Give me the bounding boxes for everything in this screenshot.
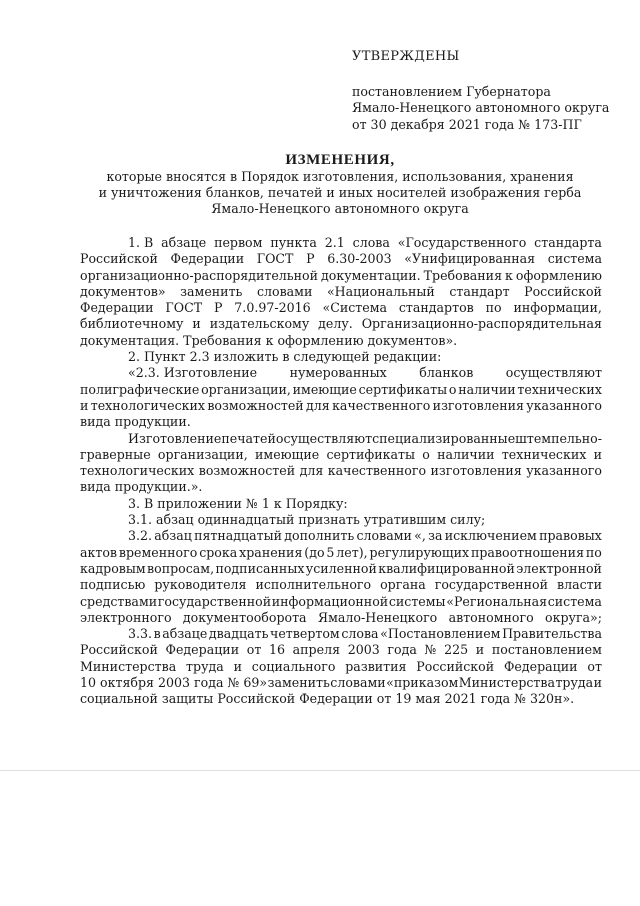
word: Изготовление	[128, 430, 222, 446]
justified-line	[80, 268, 602, 284]
justified-line	[80, 447, 602, 463]
word: власти	[556, 577, 602, 593]
word: постановлением	[491, 642, 602, 658]
word: наличии	[437, 446, 495, 462]
word: электронного	[80, 609, 172, 625]
word: Федерации	[165, 642, 240, 658]
word: пункта	[270, 235, 317, 250]
word: и	[593, 675, 602, 691]
word: словами	[356, 528, 412, 544]
word: «Система	[322, 300, 388, 316]
word: информационной	[271, 593, 389, 609]
justified-line	[80, 545, 602, 561]
justified-line	[80, 300, 602, 316]
word: о	[422, 446, 430, 462]
paragraph-last-line: вида продукции.».	[80, 479, 203, 495]
word: первом	[214, 235, 263, 250]
word: стандартов	[398, 300, 474, 316]
word: документооборота	[182, 609, 307, 625]
word: государственной	[434, 577, 549, 593]
word: социального	[251, 658, 336, 674]
justified-line	[80, 642, 602, 658]
paragraph-last-line: документация. Требования к оформлению документов».	[80, 332, 458, 348]
word: технических	[517, 381, 602, 397]
word: исполнительного	[255, 577, 372, 593]
word: дополнить	[284, 528, 355, 544]
word: нумерованных	[289, 365, 387, 381]
word: 2.1	[324, 235, 345, 250]
word: автономного	[448, 609, 534, 625]
word: качественного	[332, 397, 431, 413]
word: заменить	[267, 675, 330, 691]
paragraph-last-line: социальной защиты Российской Федерации от 19 мая 2021 года № 320н».	[80, 691, 575, 707]
word: организации,	[201, 381, 291, 397]
justified-line	[80, 316, 602, 332]
word: и	[233, 658, 242, 674]
word: ГОСТ	[256, 251, 294, 267]
word: технических	[501, 446, 587, 462]
word: исключением	[444, 528, 537, 544]
justified-line	[80, 463, 602, 479]
approval-line: постановлением Губернатора	[352, 84, 551, 99]
word: развития	[345, 658, 407, 674]
word: слова	[341, 626, 379, 642]
word: о	[448, 381, 457, 397]
subtitle-line: и уничтожения бланков, печатей и иных носителей изображения герба	[98, 185, 582, 200]
word: Р	[306, 251, 315, 267]
word: правоотношения	[470, 544, 585, 560]
word: слова	[352, 235, 390, 250]
word: «приказом	[386, 675, 459, 691]
word: системы	[388, 593, 446, 609]
word: 1. В	[128, 235, 154, 250]
word: система	[547, 251, 602, 267]
word: абзаце	[161, 235, 207, 250]
word: Министерства	[458, 675, 555, 691]
word: для	[299, 463, 324, 479]
word: сертификаты	[326, 446, 415, 462]
justified-line	[80, 284, 602, 300]
word: по	[485, 300, 502, 316]
word: штемпельно-	[515, 430, 603, 446]
word: технологических	[90, 397, 206, 413]
word: «Региональная	[446, 593, 548, 609]
word: организации,	[157, 446, 248, 462]
word: «Постановлением	[380, 626, 501, 642]
word: правовых	[539, 528, 602, 544]
word: Р	[213, 300, 223, 316]
word: регулирующих	[369, 544, 470, 560]
word: 7.0.97-2016	[234, 300, 311, 316]
word: осуществляют	[275, 430, 373, 446]
word: Федерации	[503, 658, 578, 674]
word: изготовления	[432, 397, 524, 413]
page-bottom-margin	[0, 770, 640, 906]
word: специализированные	[372, 430, 516, 446]
justified-line	[80, 561, 602, 577]
word: заменить	[180, 283, 243, 299]
word: возможностей	[207, 397, 304, 413]
word: актов	[80, 544, 118, 560]
justified-line	[80, 610, 602, 626]
justified-line	[80, 577, 602, 593]
word: органа	[380, 577, 426, 593]
justified-line	[80, 528, 602, 544]
word: и	[192, 316, 201, 332]
word: усиленной	[305, 560, 377, 576]
word: возможностей	[198, 463, 296, 479]
word: Российской	[80, 642, 158, 658]
word: подписью	[80, 577, 146, 593]
justified-line	[80, 594, 602, 610]
word: Российской	[80, 251, 158, 267]
word: изготовления	[430, 463, 522, 479]
word: руководителя	[154, 577, 247, 593]
word: Федерации	[170, 251, 245, 267]
document-body	[80, 235, 602, 708]
word: вопросам,	[147, 560, 215, 576]
justified-line	[80, 431, 602, 447]
word: «Государственного	[397, 235, 527, 250]
word: документации.	[321, 267, 421, 283]
word: хранения	[239, 544, 303, 560]
word: система	[547, 593, 602, 609]
word: «,	[414, 528, 426, 544]
document-title: ИЗМЕНЕНИЯ,	[285, 152, 395, 168]
word: бланков	[419, 365, 474, 381]
word: организационно-распорядительной	[80, 267, 319, 283]
word: печатей	[221, 430, 276, 446]
word: абзац	[154, 528, 192, 544]
justified-line	[80, 659, 602, 675]
document-subtitle	[80, 169, 600, 217]
word: срока	[199, 544, 238, 560]
word: электронной	[516, 560, 602, 576]
word: указанного	[526, 463, 602, 479]
word: 16	[268, 642, 285, 658]
justified-line	[80, 382, 602, 398]
word: абзаце	[162, 626, 208, 642]
justified-line	[80, 365, 602, 381]
word: и	[593, 446, 602, 462]
word: Требования	[423, 267, 503, 283]
word: издательскому	[209, 316, 310, 332]
word: от	[246, 642, 262, 658]
word: стандарт	[449, 283, 510, 299]
justified-line	[80, 235, 602, 251]
word: информации,	[513, 300, 602, 316]
word: «2.3. Изготовление	[128, 365, 258, 381]
word: лет),	[336, 544, 368, 560]
justified-line	[80, 675, 602, 691]
word: государственной	[157, 593, 272, 609]
word: словами	[330, 675, 386, 691]
justified-line	[80, 398, 602, 414]
word: оформлению	[515, 267, 602, 283]
word: качественного	[327, 463, 427, 479]
word: имеющие	[292, 381, 357, 397]
word: имеющие	[255, 446, 320, 462]
word: труда	[186, 658, 224, 674]
word: пятнадцатый	[194, 528, 283, 544]
word: 5	[326, 544, 335, 560]
word: граверные	[80, 446, 151, 462]
word: Организационно-распорядительная	[361, 316, 602, 332]
word: апреля	[292, 642, 341, 658]
word: наличии	[458, 381, 516, 397]
word: по	[585, 544, 602, 560]
word: библиотечному	[80, 316, 184, 332]
word: двадцать	[208, 626, 269, 642]
word: кадровым	[80, 560, 146, 576]
word: №	[424, 642, 437, 658]
word: в	[153, 626, 161, 642]
word: округа»;	[545, 609, 602, 625]
subtitle-line: которые вносятся в Порядок изготовления, использования, хранения	[106, 169, 574, 184]
word: 3.3.	[128, 626, 153, 642]
approval-line: от 30 декабря 2021 года № 173-ПГ	[352, 116, 582, 132]
word: Ямало-Ненецкого	[317, 609, 438, 625]
word: Федерации	[80, 300, 154, 316]
subtitle-line: Ямало-Ненецкого автономного округа	[211, 201, 469, 216]
word: документов»	[80, 283, 166, 299]
justified-line	[80, 251, 602, 267]
word: 2003	[347, 642, 380, 658]
word: 10 октября 2003 года № 69»	[80, 675, 268, 691]
word: полиграфические	[80, 381, 200, 397]
word: 225	[444, 642, 469, 658]
paragraph-line: 3. В приложении № 1 к Порядку:	[128, 495, 348, 511]
paragraph-last-line: вида продукции.	[80, 414, 191, 430]
word: технологических	[80, 463, 195, 479]
word: словами	[256, 283, 313, 299]
word: 3.2.	[128, 528, 153, 544]
word: осуществляют	[505, 365, 602, 381]
word: и	[475, 642, 485, 658]
word: года	[387, 642, 417, 658]
word: указанного	[526, 397, 602, 413]
word: Российской	[524, 283, 602, 299]
word: стандарта	[534, 235, 602, 250]
word: четвертом	[270, 626, 340, 642]
word: труда	[555, 675, 594, 691]
word: подписанных	[215, 560, 305, 576]
word: к	[505, 267, 513, 283]
paragraph-line: 3.1. абзац одиннадцатый признать утратившим силу;	[128, 512, 486, 528]
word: Министерства	[80, 658, 177, 674]
word: средствами	[80, 593, 158, 609]
word: временного	[118, 544, 198, 560]
title-block	[80, 151, 600, 217]
word: 6.30-2003	[327, 251, 392, 267]
approval-line: Ямало-Ненецкого автономного округа	[352, 100, 610, 116]
word: Правительства	[502, 626, 602, 642]
justified-line	[80, 626, 602, 642]
word: для	[306, 397, 330, 413]
word: Российской	[416, 658, 495, 674]
word: за	[428, 528, 443, 544]
approval-block	[352, 48, 622, 132]
word: ГОСТ	[165, 300, 203, 316]
word: делу.	[318, 316, 353, 332]
word: сертификаты	[358, 381, 448, 397]
word: от	[587, 658, 602, 674]
paragraph-line: 2. Пункт 2.3 изложить в следующей редакции:	[128, 349, 442, 365]
approval-heading: УТВЕРЖДЕНЫ	[352, 49, 460, 64]
word: (до	[304, 544, 325, 560]
word: квалифицированной	[378, 560, 515, 576]
word: и	[80, 397, 89, 413]
word: «Унифицированная	[404, 251, 536, 267]
word: «Национальный	[326, 283, 435, 299]
